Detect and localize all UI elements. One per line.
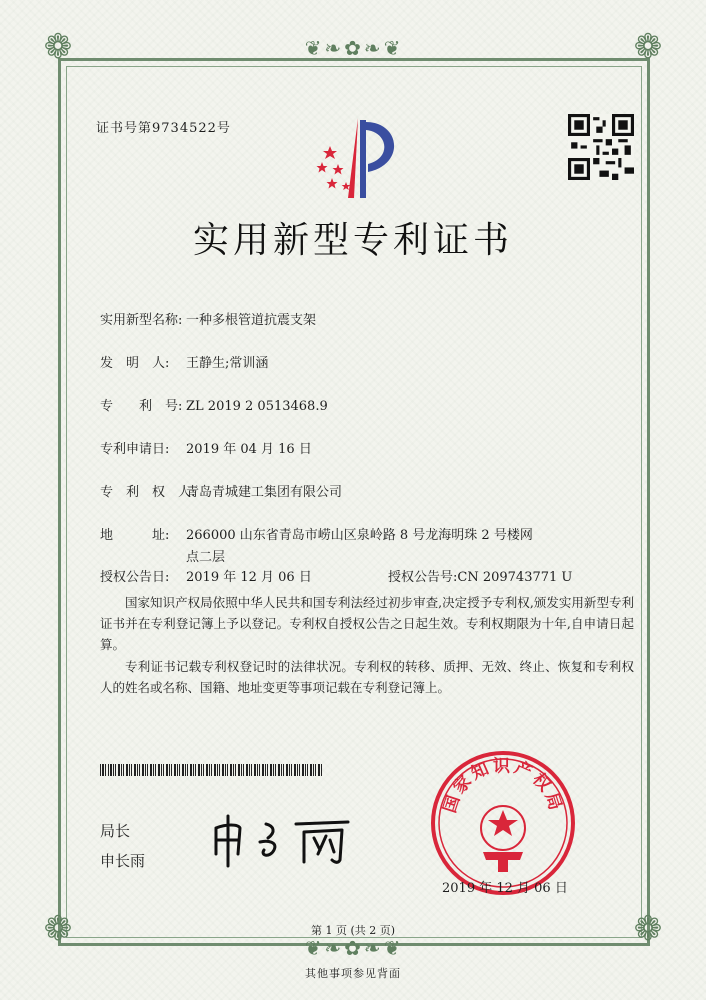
top-ornament: ❦❧✿❧❦	[304, 36, 404, 60]
field-announce-number-label: 授权公告号:	[388, 570, 458, 585]
field-inventor	[100, 352, 268, 371]
qr-code-icon	[568, 114, 634, 180]
field-inventor-label: 发 明 人:	[100, 356, 170, 371]
seal-text: 国家知识产权局	[440, 756, 566, 816]
issue-date: 2019 年 12 月 06 日	[442, 881, 568, 896]
field-announce-number	[388, 566, 572, 585]
corner-ornament-top-left: ❁	[43, 27, 73, 67]
director-name: 申长雨	[100, 852, 146, 870]
field-announce-date-value: 2019 年 12 月 06 日	[186, 570, 312, 585]
field-patent-number-value: ZL 2019 2 0513468.9	[186, 399, 328, 414]
handwritten-signature-icon	[208, 810, 358, 870]
director-title: 局长	[100, 822, 131, 840]
field-patentee	[100, 481, 342, 500]
corner-ornament-bottom-right: ❁	[633, 909, 663, 949]
field-filing-date-label: 专利申请日:	[100, 442, 170, 457]
official-seal-icon	[428, 748, 578, 898]
field-address-label: 地 址:	[100, 528, 170, 543]
page-number: 第 1 页 (共 2 页)	[310, 924, 396, 937]
patent-office-logo-icon	[308, 112, 408, 202]
bottom-ornament: ❦❧✿❧❦	[304, 936, 404, 960]
field-patentee-value: 青岛青城建工集团有限公司	[186, 485, 343, 500]
field-announce-number-value: CN 209743771 U	[457, 570, 573, 585]
barcode-icon	[100, 764, 322, 776]
field-announce-date-label: 授权公告日:	[100, 570, 170, 585]
corner-ornament-top-right: ❁	[633, 27, 663, 67]
field-filing-date	[100, 438, 312, 457]
field-address-value-line1: 266000 山东省青岛市崂山区泉岭路 8 号龙海明珠 2 号楼网	[186, 528, 533, 543]
field-patentee-label: 专 利 权 人:	[100, 485, 196, 500]
field-patent-number-label: 专 利 号:	[100, 399, 183, 414]
certificate-title: 实用新型专利证书	[192, 220, 513, 261]
paragraph-grant: 国家知识产权局依照中华人民共和国专利法经过初步审查,决定授予专利权,颁发实用新型专利证书并在专利登记簿上予以登记。专利权自授权公告之日起生效。专利权期限为十年,自申请日起算。	[100, 595, 634, 652]
paragraph-legal-status: 专利证书记载专利权登记时的法律状况。专利权的转移、质押、无效、终止、恢复和专利权人的姓名或名称、国籍、地址变更等事项记载在专利登记簿上。	[100, 659, 634, 695]
corner-ornament-bottom-left: ❁	[43, 909, 73, 949]
field-address	[100, 524, 533, 543]
field-announce-date	[100, 566, 312, 585]
field-name-label: 实用新型名称:	[100, 313, 183, 328]
certificate-number: 证书号第9734522号	[96, 121, 231, 136]
field-name-value: 一种多根管道抗震支架	[186, 313, 317, 328]
footer-note: 其他事项参见背面	[305, 967, 401, 980]
field-name	[100, 309, 316, 328]
field-filing-date-value: 2019 年 04 月 16 日	[186, 442, 312, 457]
field-patent-number	[100, 395, 328, 414]
field-inventor-value: 王静生;常训涵	[186, 356, 269, 371]
field-address-line2: 点二层	[186, 550, 226, 565]
